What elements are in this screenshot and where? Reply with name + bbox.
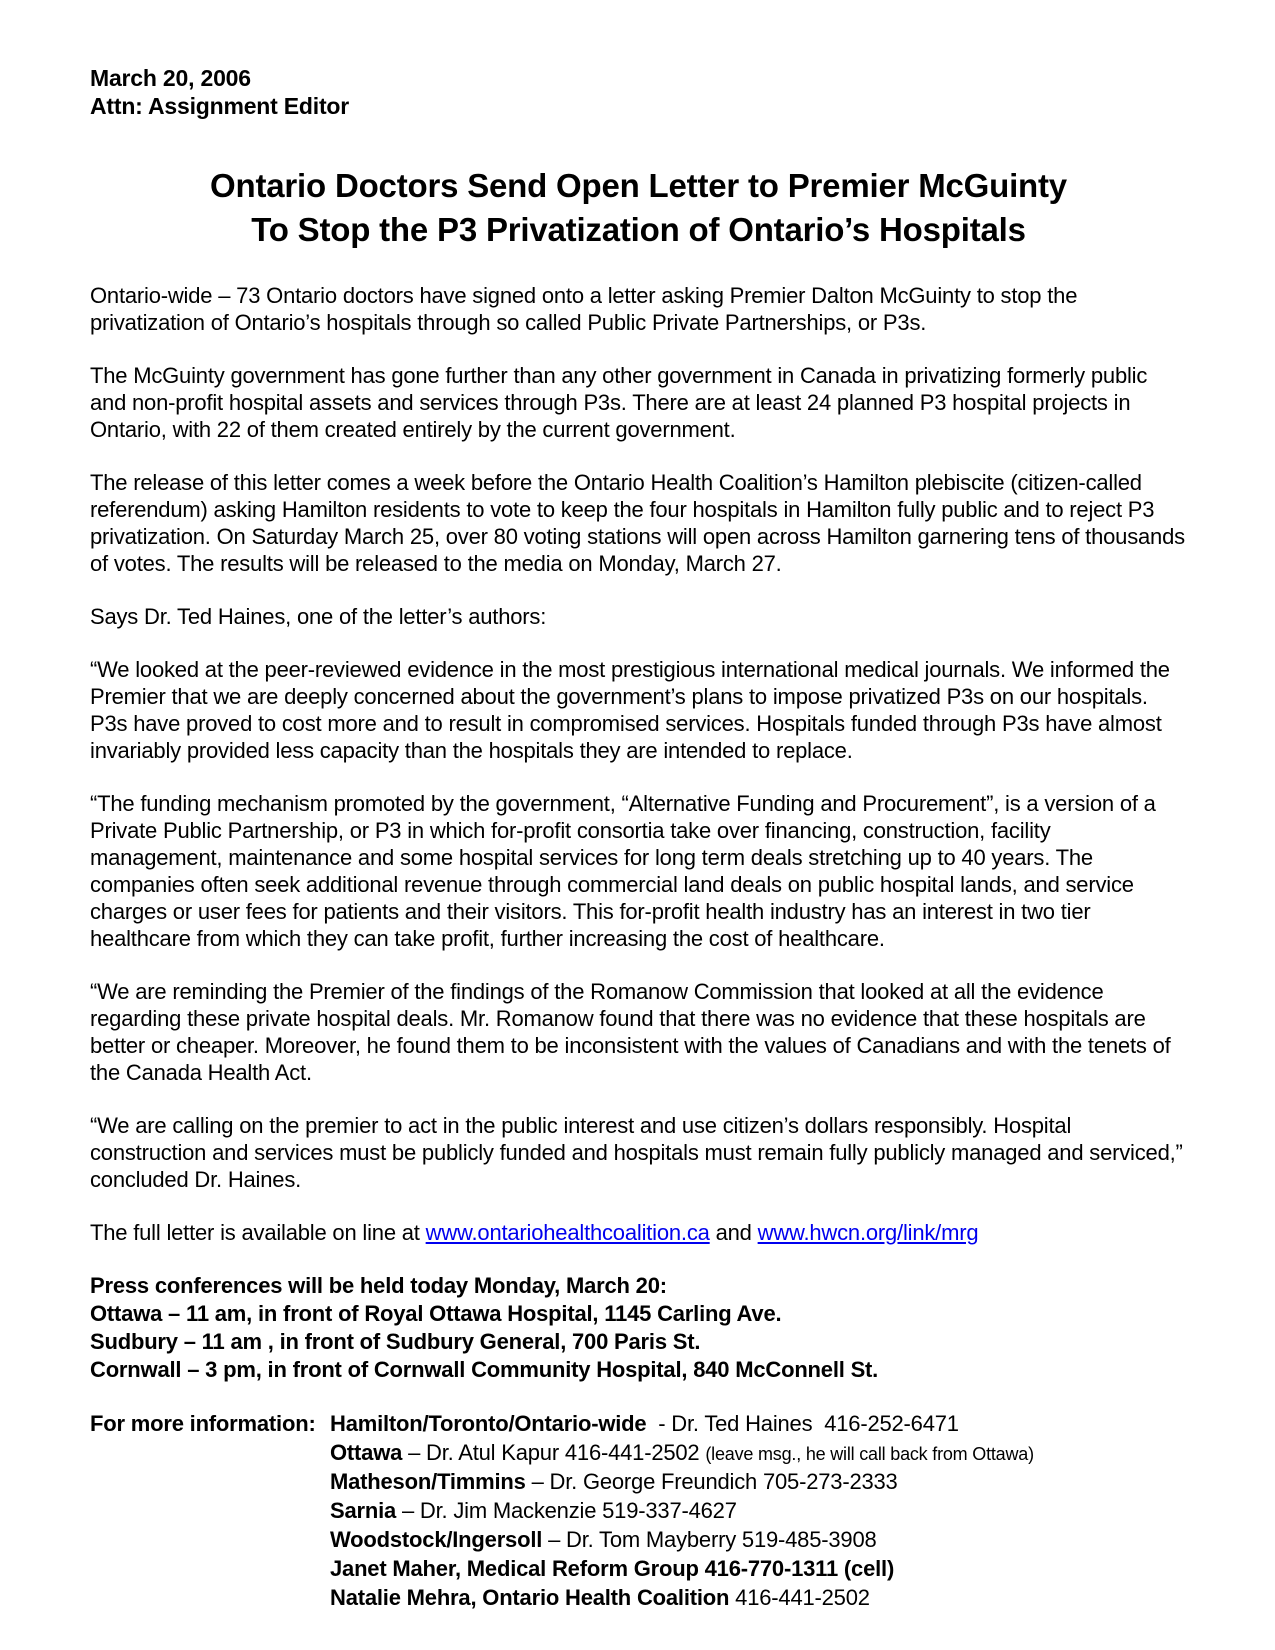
press-line-sudbury: Sudbury – 11 am , in front of Sudbury General, 700 Paris St. [90,1329,701,1354]
press-conferences-heading: Press conferences will be held today Monday, March 20: [90,1273,667,1298]
contact-matheson-timmins [330,1468,1187,1497]
contact-detail: - Dr. Ted Haines 416-252-6471 [646,1411,959,1436]
paragraph-quote-romanow: “We are reminding the Premier of the findings of the Romanow Commission that looked at all the evidence regarding these private hospital deals. Mr. Romanow found that there was no evidence that these hospitals are better or cheaper. Moreover, he found them to be inconsistent with the values of Canadians and with the tenets of the Canada Health Act. [90,979,1171,1085]
link-ontariohealthcoalition[interactable]: www.ontariohealthcoalition.ca [425,1220,710,1245]
contacts-entries [330,1410,1187,1613]
contacts-block [90,1410,1187,1613]
contact-detail: – Dr. Jim Mackenzie 519-337-4627 [396,1498,737,1523]
title-line-2: To Stop the P3 Privatization of Ontario’s Hospitals [251,211,1026,248]
press-line-ottawa: Ottawa – 11 am, in front of Royal Ottawa Hospital, 1145 Carling Ave. [90,1301,782,1326]
availability-prefix: The full letter is available on line at [90,1220,426,1245]
press-line-cornwall: Cornwall – 3 pm, in front of Cornwall Community Hospital, 840 McConnell St. [90,1357,879,1382]
paragraph-quote-calling: “We are calling on the premier to act in the public interest and use citizen’s dollars responsibly. Hospital construction and services must be publicly funded and hospitals must remain fully publicly managed and serviced,” concluded Dr. Haines. [90,1113,1183,1192]
paragraph-lead: Ontario-wide – 73 Ontario doctors have signed onto a letter asking Premier Dalton McGuinty to stop the privatization of Ontario’s hospitals through so called Public Private Partnerships, or P3s. [90,283,1078,335]
contact-region: Sarnia [330,1498,397,1523]
contact-hamilton-toronto [330,1410,1187,1439]
contact-detail: – Dr. Atul Kapur 416-441-2502 [402,1440,706,1465]
contacts-label: For more information: [90,1411,316,1436]
contact-detail: – Dr. Tom Mayberry 519-485-3908 [542,1527,877,1552]
availability-line [90,1219,1187,1246]
contact-detail: – Dr. George Freundich 705-273-2333 [525,1469,898,1494]
contact-note: (leave msg., he will call back from Ottawa) [705,1444,1034,1464]
paragraph-quote-funding: “The funding mechanism promoted by the government, “Alternative Funding and Procurement”, is a version of a Private Public Partnership, or P3 in which for-profit consortia take over financing, construction, facility management, maintenance and some hospital services for long term deals stretching up to 40 years. The companies often seek additional revenue through commercial land deals on public hospital lands, and service charges or user fees for patients and their visitors. This for-profit health industry has an interest in two tier healthcare from which they can take profit, further increasing the cost of healthcare. [90,791,1156,951]
attn-line: Attn: Assignment Editor [90,93,350,119]
contact-ottawa [330,1439,1187,1468]
contact-sarnia [330,1497,1187,1526]
paragraph-plebiscite: The release of this letter comes a week before the Ontario Health Coalition’s Hamilton plebiscite (citizen-called referendum) asking Hamilton residents to vote to keep the four hospitals in Hamilton fully public and to reject P3 privatization. On Saturday March 25, over 80 voting stations will open across Hamilton garnering tens of thousands of votes. The results will be released to the media on Monday, March 27. [90,470,1185,576]
paragraph-government: The McGuinty government has gone further than any other government in Canada in privatizing formerly public and non-profit hospital assets and services through P3s. There are at least 24 planned P3 hospital projects in Ontario, with 22 of them created entirely by the current government. [90,363,1148,442]
press-conferences-block [90,1272,1187,1384]
paragraph-says-haines: Says Dr. Ted Haines, one of the letter’s authors: [90,604,547,629]
contact-detail: 416-441-2502 [729,1585,870,1610]
link-hwcn[interactable]: www.hwcn.org/link/mrg [757,1220,979,1245]
contact-region: Hamilton/Toronto/Ontario-wide [330,1411,647,1436]
contact-natalie-mehra [330,1584,1187,1613]
contact-region: Woodstock/Ingersoll [330,1527,543,1552]
contact-region: Ottawa [330,1440,403,1465]
contact-janet-maher [330,1555,1187,1584]
contact-region: Matheson/Timmins [330,1469,526,1494]
availability-middle: and [709,1220,758,1245]
contact-person: Natalie Mehra, Ontario Health Coalition [330,1585,730,1610]
date-line: March 20, 2006 [90,65,251,91]
paragraph-quote-evidence: “We looked at the peer-reviewed evidence in the most prestigious international medical journals. We informed the Premier that we are deeply concerned about the government’s plans to impose privatized P3s on our hospitals. P3s have proved to cost more and to result in compromised services. Hospitals funded through P3s have almost invariably provided less capacity than the hospitals they are intended to replace. [90,657,1170,763]
contact-person: Janet Maher, Medical Reform Group 416-770-1311 (cell) [330,1556,895,1581]
contact-woodstock-ingersoll [330,1526,1187,1555]
document-title [90,164,1187,252]
title-line-1: Ontario Doctors Send Open Letter to Premier McGuinty [210,167,1067,204]
